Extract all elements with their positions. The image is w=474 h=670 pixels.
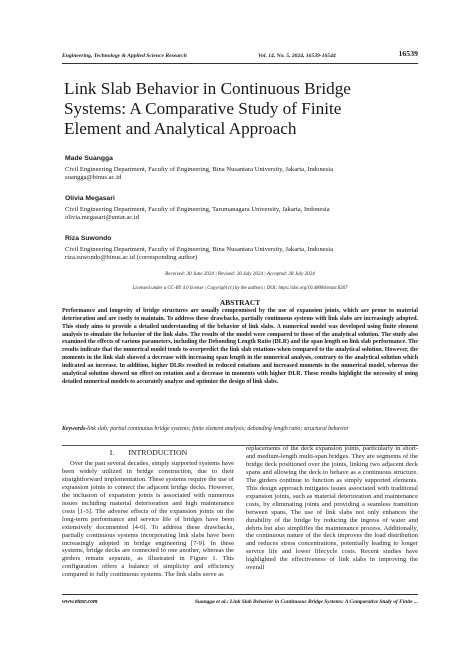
author-email[interactable]: suangga@binus.ac.id <box>65 174 122 182</box>
section-number: I. <box>109 448 115 457</box>
abstract-text: Performance and longevity of bridge structures are usually compromised by the use of expansion joints, which are prone to material deterioration and are costly to maintain. To address these drawbacks, partially continuous systems with link slabs are increasingly adopted. This study aims to provide a detailed understanding of the behavior of link slabs. A numerical model was developed using finite element analysis to simulate the behavior of the link slabs. The results of the model were compared to those of the analytical solution. The study also examined the effects of various parameters, including the Debonding Length Ratio (DLR) and the span length on link slab performance. The results indicate that the numerical model tends to overpredict the link slab rotations when compared to the analytical solution. However, the moments in the link slab showed a decrease with increasing span length in the numerical analysis, contrary to the analytical solution which indicated an increase. In addition, higher DLRs resulted in reduced rotations and increased moments in the numerical model, whereas the analytical solution showed no effect on rotation and a decrease in moments with higher DLR. These results highlight the necessity of using detailed numerical models to accurately analyze and optimize the design of link slabs. <box>62 308 418 385</box>
license-line: Licensed under a CC-BY 4.0 license | Copyright (c) by the authors | DOI: https://doi.org/10.48084/etasr.8267 <box>132 286 348 291</box>
paragraph: Over the past several decades, simply supported systems have been widely utilized in bridge construction, due to their straightforward implementation. These systems require the use of expansion joints to connect the adjacent bridge decks. However, the inclusion of expansion joints is associated with numerous issues including material deterioration and high maintenance costs [1-3]. The adverse effects of the expansion joints on the long-term performance and service life of bridges have been extensively documented [4-6]. To address these drawbacks, partially continuous systems incorporating link slabs have been increasingly adopted in bridge engineering [7-9]. In these systems, bridge decks are connected to one another, whereas the girders remain separate, as illustrated in Figure 1. This configuration offers a balance of simplicity and efficiency compared to fully continuous systems. The link slabs serve as <box>62 460 234 579</box>
author-2 <box>65 195 417 223</box>
running-head <box>62 49 418 61</box>
author-1 <box>65 155 417 183</box>
author-name: Riza Suwondo <box>65 235 112 242</box>
author-3 <box>65 235 417 263</box>
header-rule <box>62 63 418 64</box>
keywords-label: Keywords- <box>62 426 88 432</box>
keywords <box>62 426 418 434</box>
author-email[interactable]: olivia.megasari@untar.ac.id <box>65 214 139 222</box>
author-affiliation: Civil Engineering Department, Faculty of Engineering, Tarumanagara University, Jakarta, Indonesia <box>65 205 330 213</box>
title-line: Element and Analytical Approach <box>64 119 297 138</box>
author-email[interactable]: riza.suwondo@binus.ac.id (corresponding author) <box>65 254 198 262</box>
received-dates: Received: 30 June 2024 | Revised: 26 July 2024 | Accepted: 28 July 2024 <box>165 271 315 277</box>
footer-website[interactable]: www.etasr.com <box>62 599 98 605</box>
author-affiliation: Civil Engineering Department, Faculty of Engineering, Bina Nusantara University, Jakarta, Indonesia <box>65 165 334 173</box>
section-title: INTRODUCTION <box>128 448 188 457</box>
paper-title <box>64 79 414 139</box>
title-line: Systems: A Comparative Study of Finite <box>64 99 342 118</box>
page-number: 16539 <box>398 49 418 58</box>
footer-rule <box>62 594 418 595</box>
footer-citation: Suangga et al.: Link Slab Behavior in Continuous Bridge Systems: A Comparative Study of Finite ... <box>194 599 418 605</box>
author-name: Olivia Megasari <box>65 195 115 202</box>
left-column-text <box>62 460 234 579</box>
title-line: Link Slab Behavior in Continuous Bridge <box>64 79 351 98</box>
abstract-heading: ABSTRACT <box>219 298 261 307</box>
author-affiliation: Civil Engineering Department, Faculty of Engineering, Bina Nusantara University, Jakarta, Indonesia <box>65 245 334 253</box>
journal-name: Engineering, Technology & Applied Science Research <box>62 53 187 59</box>
paragraph: replacements of the deck expansion joints, particularly in short- and medium-length multi-span bridges. They are segments of the bridge deck positioned over the joints, linking two adjacent deck spans and allowing the deck to behave as a continuous structure. The girders continue to function as simply supported elements. This design approach mitigates issues associated with traditional expansion joints, such as material deterioration and maintenance costs, by eliminating joints and providing a seamless transition between spans. The use of link slabs not only enhances the durability of the bridge by reducing the ingress of water and debris but also simplifies the maintenance process. Additionally, the continuous nature of the deck improves the load distribution and reduces stress concentrations, potentially leading to longer service life and lower lifecycle costs. Recent studies have highlighted the effectiveness of link slabs in improving the overall <box>246 445 418 572</box>
keywords-text: link slab; partial continuous bridge systems; finite element analysis; debonding length ratio; structural behavior <box>87 426 349 432</box>
section-heading <box>62 448 235 457</box>
author-name: Made Suangga <box>65 155 113 162</box>
volume-info: Vol. 14, No. 5, 2024, 16539-16544 <box>258 53 336 59</box>
right-column-text <box>246 445 418 572</box>
